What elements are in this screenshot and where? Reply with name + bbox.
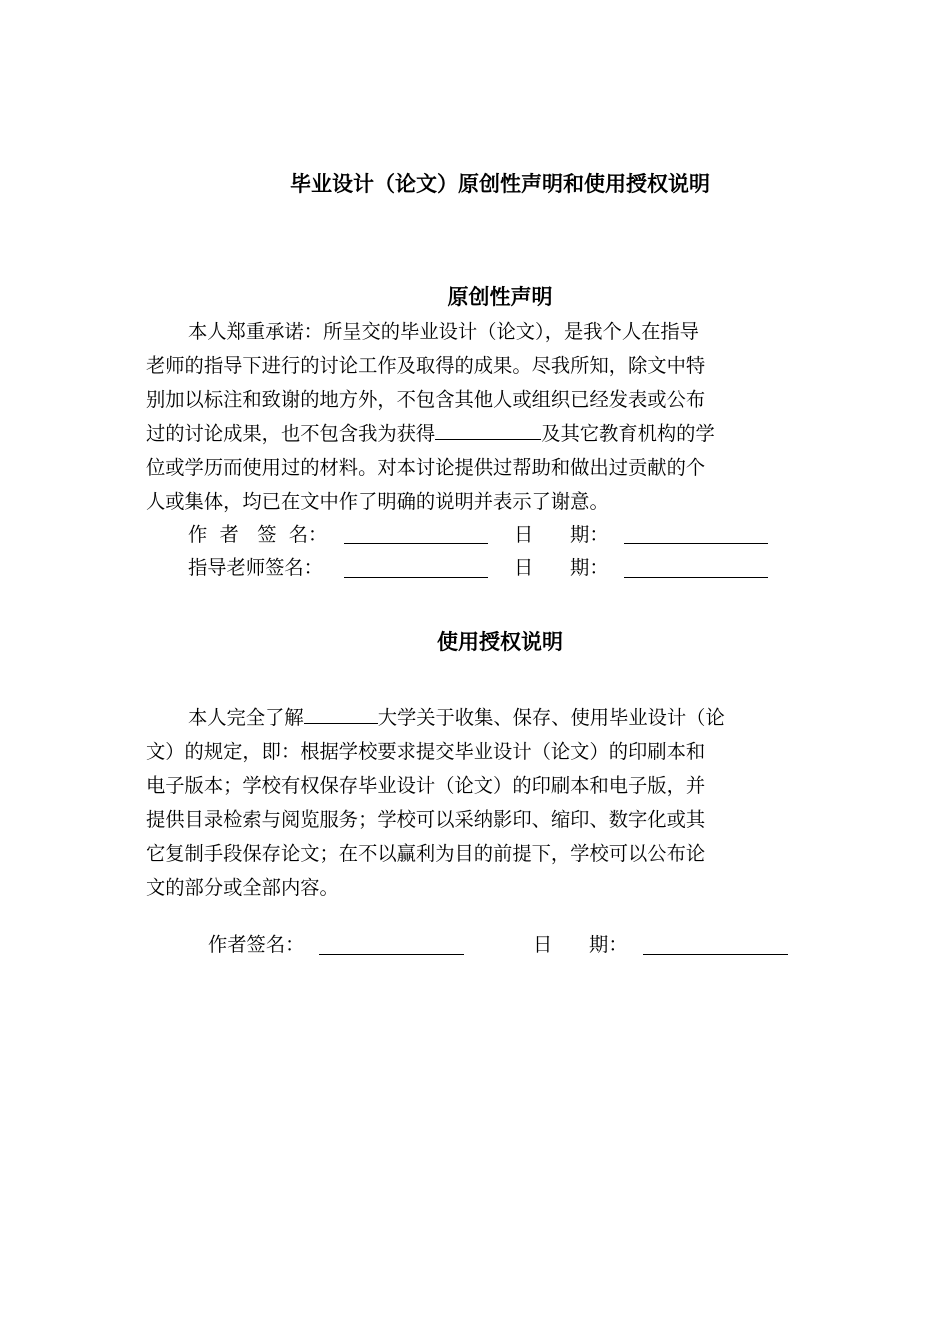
originality-heading: 原创性声明 bbox=[447, 285, 553, 309]
authorization-line-4: 提供目录检索与阅览服务；学校可以采纳影印、缩印、数字化或其 bbox=[146, 808, 706, 831]
advisor-date-line[interactable] bbox=[624, 576, 768, 578]
auth-date-line[interactable] bbox=[643, 953, 788, 955]
originality-line-1: 本人郑重承诺：所呈交的毕业设计（论文），是我个人在指导 bbox=[188, 320, 699, 343]
authorization-heading: 使用授权说明 bbox=[437, 630, 563, 654]
degree-blank[interactable] bbox=[435, 419, 541, 440]
authorization-line-1-prefix: 本人完全了解 bbox=[188, 706, 304, 729]
originality-line-4-suffix: 及其它教育机构的学 bbox=[541, 422, 715, 445]
originality-line-5: 位或学历而使用过的材料。对本讨论提供过帮助和做出过贡献的个 bbox=[146, 456, 706, 479]
authorization-line-1 bbox=[188, 701, 725, 735]
university-blank[interactable] bbox=[304, 703, 378, 724]
advisor-date-label: 日 期： bbox=[514, 556, 609, 579]
author-date-line[interactable] bbox=[624, 542, 768, 544]
author-signature-line[interactable] bbox=[344, 542, 488, 544]
originality-line-4-prefix: 过的讨论成果，也不包含我为获得 bbox=[146, 422, 436, 445]
auth-author-signature-label: 作者签名： bbox=[208, 933, 305, 956]
authorization-line-1-suffix: 大学关于收集、保存、使用毕业设计（论 bbox=[377, 706, 725, 729]
authorization-line-6: 文的部分或全部内容。 bbox=[146, 876, 339, 899]
originality-line-3: 别加以标注和致谢的地方外，不包含其他人或组织已经发表或公布 bbox=[146, 388, 706, 411]
document-title: 毕业设计（论文）原创性声明和使用授权说明 bbox=[290, 172, 710, 196]
originality-line-6: 人或集体，均已在文中作了明确的说明并表示了谢意。 bbox=[146, 490, 609, 513]
auth-date-label: 日 期： bbox=[533, 933, 628, 956]
advisor-signature-line[interactable] bbox=[344, 576, 488, 578]
author-date-label: 日 期： bbox=[514, 523, 609, 546]
authorization-line-5: 它复制手段保存论文；在不以赢利为目的前提下，学校可以公布论 bbox=[146, 842, 706, 865]
originality-line-4 bbox=[146, 417, 715, 451]
authorization-line-3: 电子版本；学校有权保存毕业设计（论文）的印刷本和电子版，并 bbox=[146, 774, 706, 797]
auth-author-signature-line[interactable] bbox=[319, 953, 464, 955]
author-signature-label: 作 者 签 名： bbox=[188, 523, 328, 546]
originality-line-2: 老师的指导下进行的讨论工作及取得的成果。尽我所知，除文中特 bbox=[146, 354, 706, 377]
advisor-signature-label: 指导老师签名： bbox=[188, 556, 323, 579]
authorization-line-2: 文）的规定，即：根据学校要求提交毕业设计（论文）的印刷本和 bbox=[146, 740, 706, 763]
